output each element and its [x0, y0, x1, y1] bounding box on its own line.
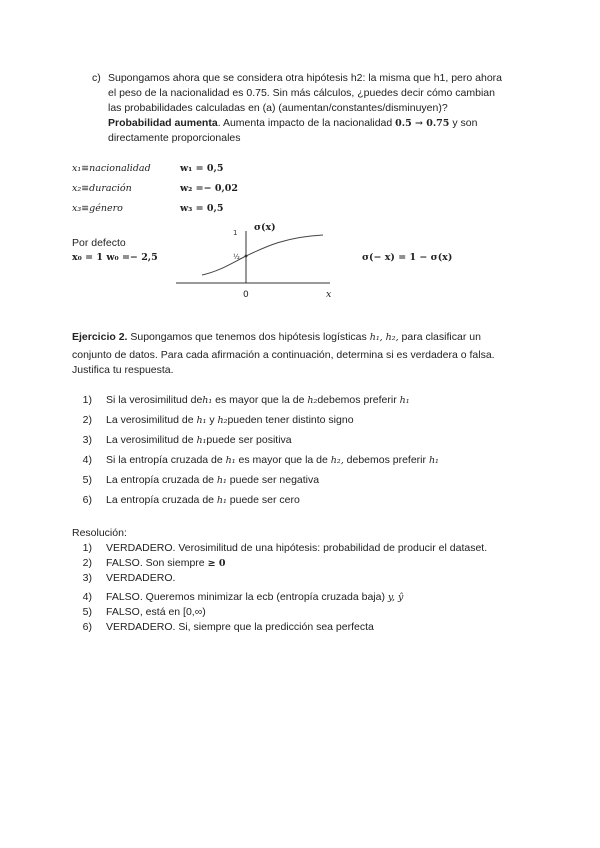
default-label: Por defecto — [72, 237, 126, 249]
exercise2-intro-b: para clasificar un — [401, 331, 481, 343]
item-number: 1) — [82, 394, 92, 406]
item-text: VERDADERO. Verosimilitud de una hipótesis: probabilidad de producir el dataset. — [106, 542, 488, 554]
item-math: h₁ — [399, 395, 410, 406]
part-c-answer — [108, 116, 477, 131]
item-math: h₁ — [196, 415, 207, 426]
item-math: ≥ 0 — [207, 558, 226, 569]
weight-w3: w₃ = 0,5 — [180, 203, 224, 214]
item-number: 5) — [82, 474, 92, 486]
item-number: 2) — [82, 414, 92, 426]
part-c-line-5: directamente proporcionales — [108, 132, 241, 144]
exercise2-h-pair: h₁, h₂, — [369, 332, 399, 343]
exercise2-line-2: conjunto de datos. Para cada afirmación a continuación, determina si es verdadera o falsa. — [72, 349, 495, 361]
item-math: h₂, — [330, 455, 344, 466]
item-math: h₁ — [202, 395, 213, 406]
item-math: y, ŷ — [387, 592, 404, 603]
item-number: 2) — [82, 557, 92, 569]
origin-label: 0 — [243, 290, 249, 300]
resolution-title: Resolución: — [72, 527, 127, 539]
item-text: es mayor que la de — [238, 454, 328, 466]
item-text: La entropía cruzada de — [106, 494, 214, 506]
part-c-line-2: el peso de la nacionalidad es 0.75. Sin más cálculos, ¿puedes decir cómo cambian — [108, 87, 495, 99]
item-math: h₂ — [307, 395, 318, 406]
exercise2-line-3: Justifica tu respuesta. — [72, 364, 174, 376]
item-math: h₂ — [217, 415, 228, 426]
item-text: La verosimilitud de — [106, 414, 194, 426]
item-text: puede ser positiva — [206, 434, 292, 446]
exercise2-title: Ejercicio 2. — [72, 331, 128, 343]
item-text: pueden tener distinto signo — [227, 414, 354, 426]
half-point — [245, 255, 248, 258]
item-number: 3) — [82, 434, 92, 446]
part-c-label: c) — [92, 72, 101, 84]
item-number: 6) — [82, 621, 92, 633]
feature-x3: x₃≡género — [72, 203, 123, 214]
sigmoid-curve — [202, 235, 323, 275]
part-c-line-3: las probabilidades calculadas en (a) (aumentan/constantes/disminuyen)? — [108, 102, 448, 114]
sigmoid-identity: σ(− x) = 1 − σ(x) — [362, 252, 453, 263]
item-text: debemos preferir — [346, 454, 427, 466]
item-number: 4) — [82, 454, 92, 466]
item-math: h₁ — [428, 455, 439, 466]
part-c-line-1: Supongamos ahora que se considera otra hipótesis h2: la misma que h1, pero ahora — [108, 72, 502, 84]
exercise2-intro-a: Supongamos que tenemos dos hipótesis logísticas — [130, 331, 367, 343]
item-text: FALSO, está en [0,∞) — [106, 606, 206, 618]
item-text: y — [209, 414, 215, 426]
exercise2-intro — [72, 330, 481, 345]
item-text: puede ser negativa — [229, 474, 320, 486]
item-text: VERDADERO. Si, siempre que la predicción sea perfecta — [106, 621, 374, 633]
weight-w1: w₁ = 0,5 — [180, 163, 224, 174]
y-tick-one: 1 — [233, 229, 238, 237]
item-text: Si la verosimilitud de — [106, 394, 203, 406]
half-label: ½ — [233, 253, 240, 261]
weight-w2: w₂ =− 0,02 — [180, 183, 239, 194]
item-text: es mayor que la de — [215, 394, 305, 406]
item-text: debemos preferir — [317, 394, 397, 406]
item-text: FALSO. Son siempre — [106, 557, 205, 569]
answer-tail: y son — [452, 117, 478, 129]
item-number: 6) — [82, 494, 92, 506]
item-text: La verosimilitud de — [106, 434, 194, 446]
item-text: Si la entropía cruzada de — [106, 454, 223, 466]
default-formula: x₀ = 1 w₀ =− 2,5 — [72, 252, 158, 263]
item-math: h₁ — [225, 455, 236, 466]
item-number: 3) — [82, 572, 92, 584]
feature-x1: x₁≡nacionalidad — [72, 163, 151, 174]
answer-rest: . Aumenta impacto de la nacionalidad — [217, 117, 393, 129]
answer-bold: Probabilidad aumenta — [108, 117, 218, 129]
item-text: La entropía cruzada de — [106, 474, 214, 486]
answer-arrow: 0.5 → 0.75 — [395, 118, 450, 129]
y-axis-label: σ(x) — [254, 222, 276, 233]
item-number: 4) — [82, 591, 92, 603]
item-math: h₁ — [216, 475, 227, 486]
item-number: 1) — [82, 542, 92, 554]
x-axis-label: x — [326, 289, 332, 300]
item-math: h₁ — [216, 495, 227, 506]
item-text: FALSO. Queremos minimizar la ecb (entropía cruzada baja) — [106, 591, 385, 603]
item-number: 5) — [82, 606, 92, 618]
item-text: VERDADERO. — [106, 572, 176, 584]
item-math: h₁ — [196, 435, 207, 446]
item-text: puede ser cero — [229, 494, 300, 506]
feature-x2: x₂≡duración — [72, 183, 132, 194]
